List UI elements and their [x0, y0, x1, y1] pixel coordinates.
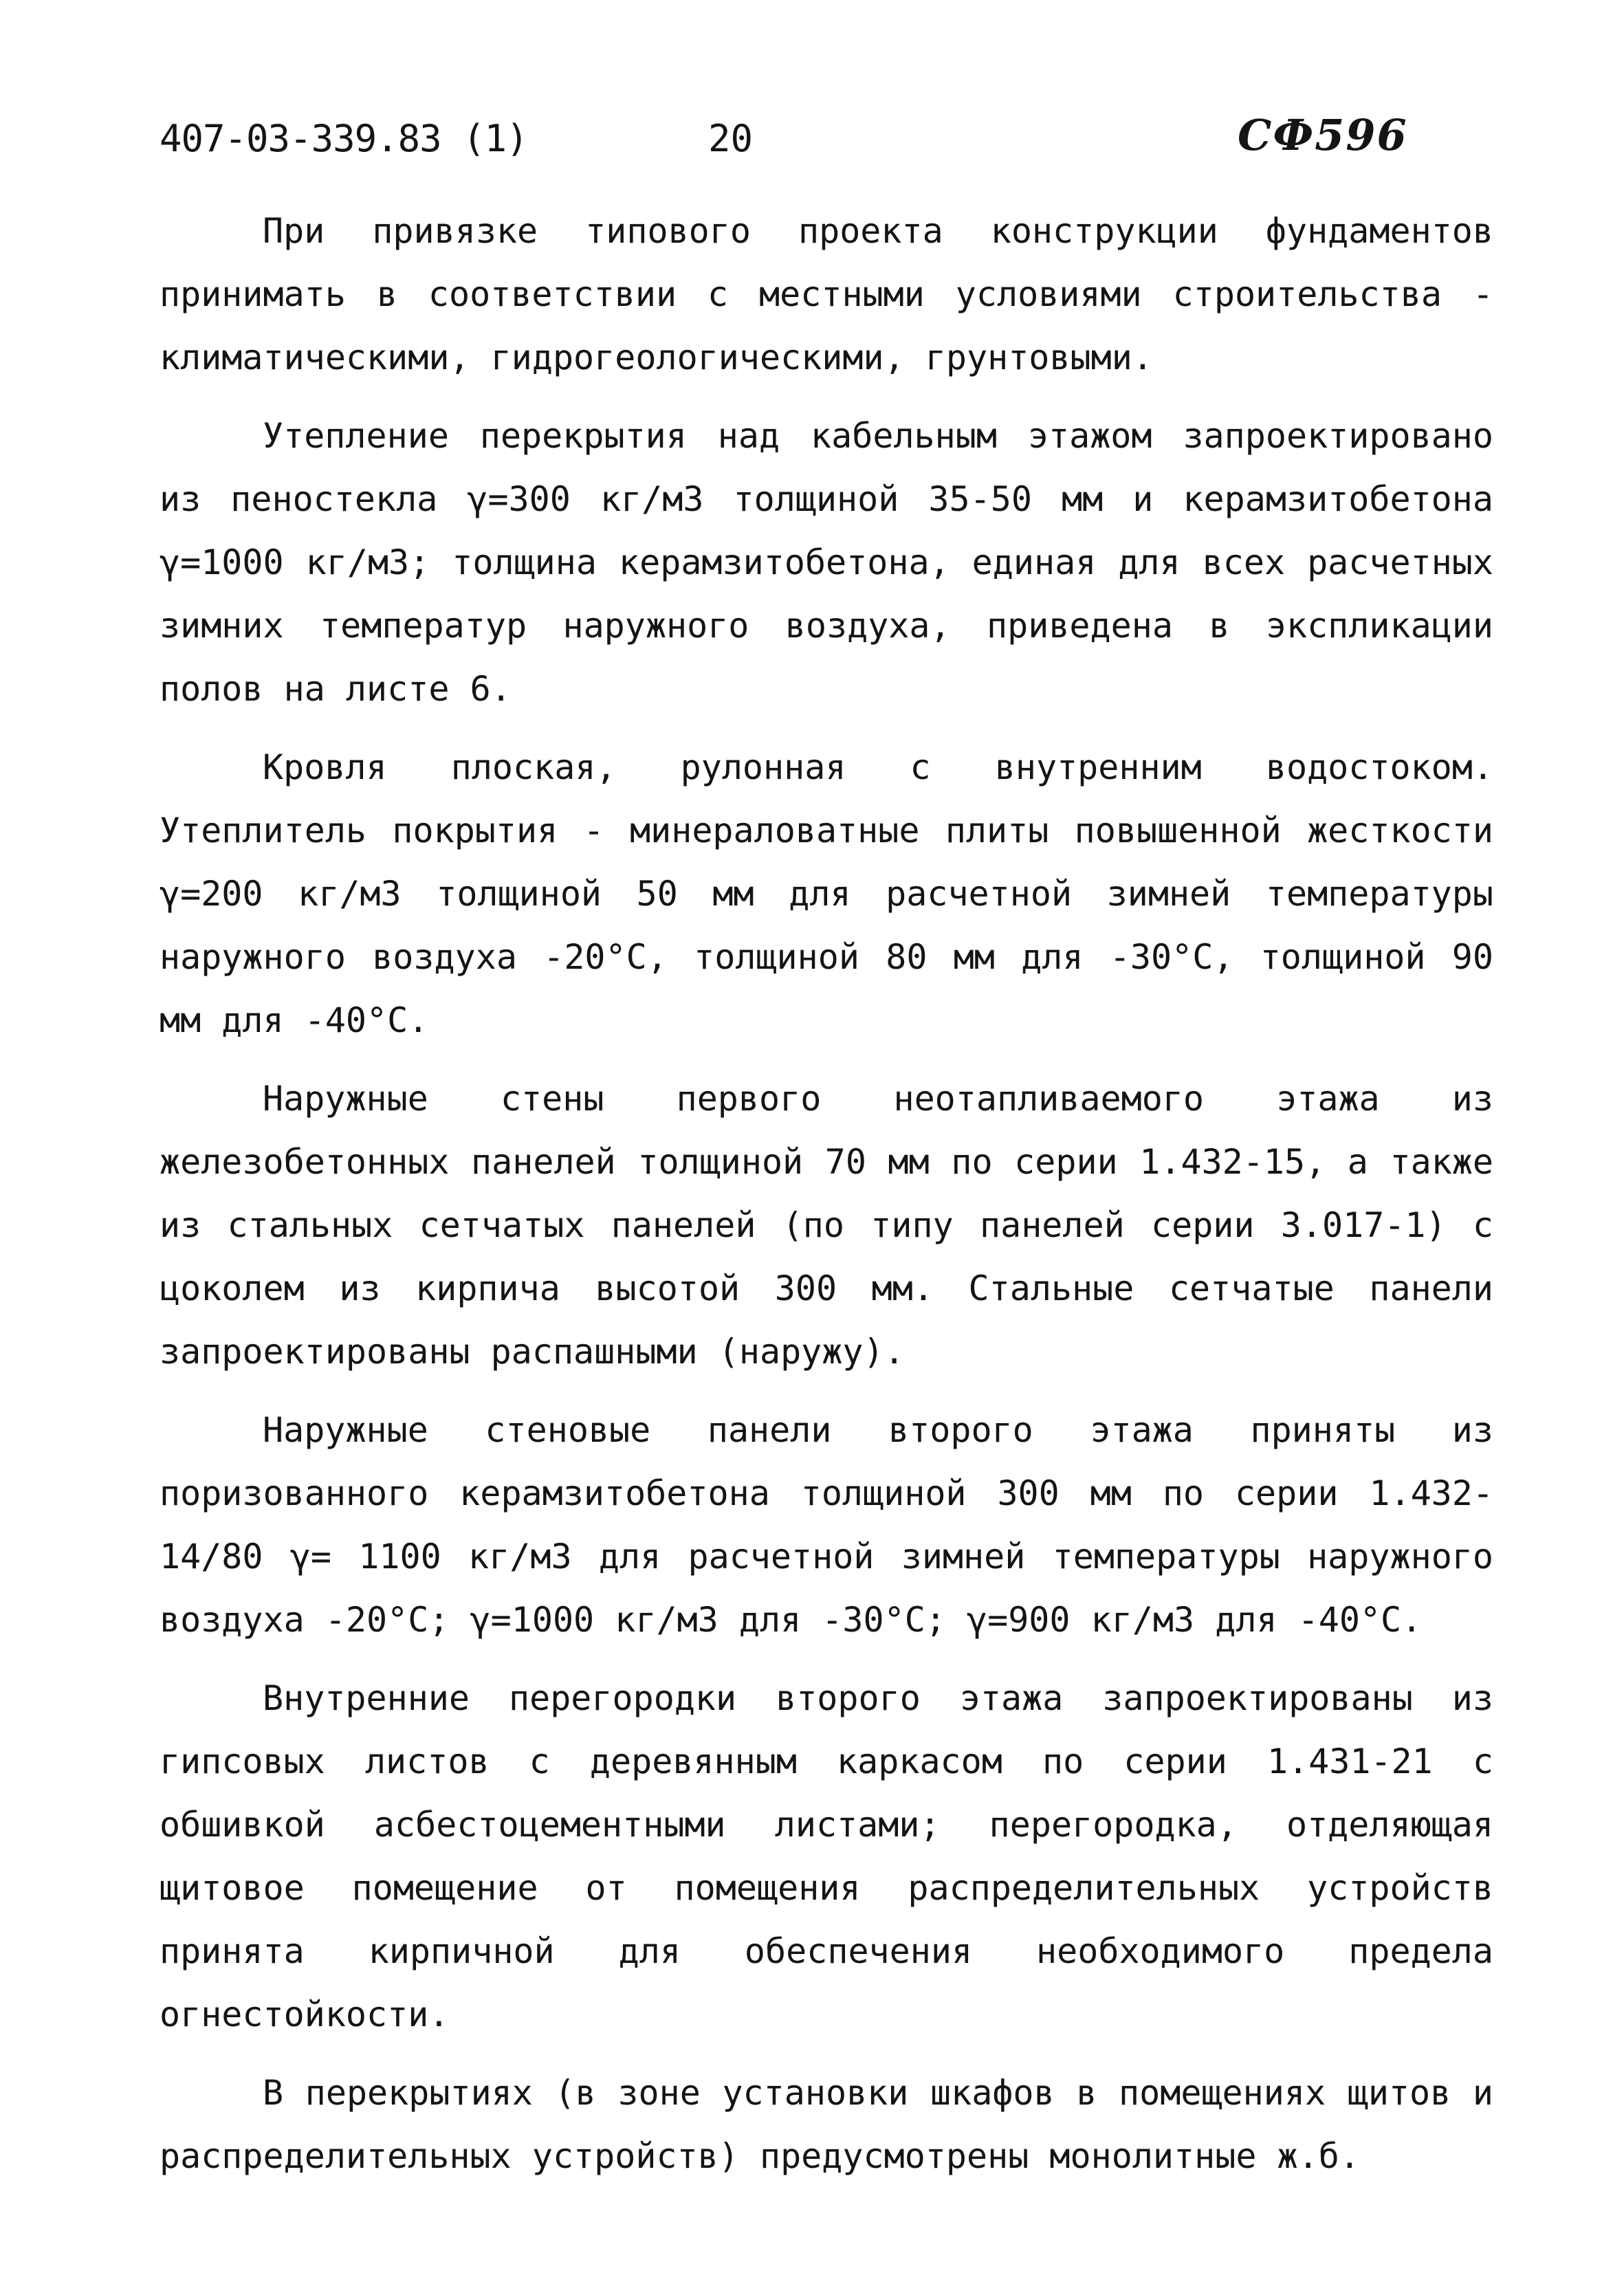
page-header — [0, 110, 1624, 172]
paragraph-roof: Кровля плоская, рулонная с внутренним водостоком. Утеплитель покрытия - минераловатные плиты повышенной жесткости γ=200 кг/м3 толщиной 50 мм для расчетной зимней температуры наружного воздуха -20°С, толщиной 80 мм для -30°С, толщиной 90 мм для -40°С. — [160, 747, 1493, 1040]
paragraph-slabs: В перекрытиях (в зоне установки шкафов в помещениях щитов и распределительных устройств) предусмотрены монолитные ж.б. — [160, 2073, 1493, 2176]
paragraph-second-floor-walls: Наружные стеновые панели второго этажа приняты из поризованного керамзитобетона толщиной 300 мм по серии 1.432-14/80 γ= 1100 кг/м3 для расчетной зимней температуры наружного воздуха -20°С; γ=1000 кг/м3 для -30°С; γ=900 кг/м3 для -40°С. — [160, 1410, 1493, 1640]
document-body — [160, 199, 1493, 2203]
paragraph-partitions: Внутренние перегородки второго этажа запроектированы из гипсовых листов с деревянным каркасом по серии 1.431-21 с обшивкой асбестоцементными листами; перегородка, отделяющая щитовое помещение от помещения распределительных устройств принята кирпичной для обеспечения необходимого предела огнестойкости. — [160, 1678, 1493, 2034]
paragraph-foundations: При привязке типового проекта конструкции фундаментов принимать в соответствии с местными условиями строительства - климатическими, гидрогеологическими, грунтовыми. — [160, 211, 1493, 377]
archive-mark: СФ596 — [1238, 110, 1408, 160]
page-number: 20 — [708, 117, 754, 160]
paragraph-floor-insulation: Утепление перекрытия над кабельным этажом запроектировано из пеностекла γ=300 кг/м3 толщиной 35-50 мм и керамзитобетона γ=1000 кг/м3; толщина керамзитобетона, единая для всех расчетных зимних температур наружного воздуха, приведена в экспликации полов на листе 6. — [160, 416, 1493, 709]
document-code: 407-03-339.83 (1) — [160, 117, 528, 160]
paragraph-first-floor-walls: Наружные стены первого неотапливаемого этажа из железобетонных панелей толщиной 70 мм по серии 1.432-15, а также из стальных сетчатых панелей (по типу панелей серии 3.017-1) с цоколем из кирпича высотой 300 мм. Стальные сетчатые панели запроектированы распашными (наружу). — [160, 1079, 1493, 1372]
